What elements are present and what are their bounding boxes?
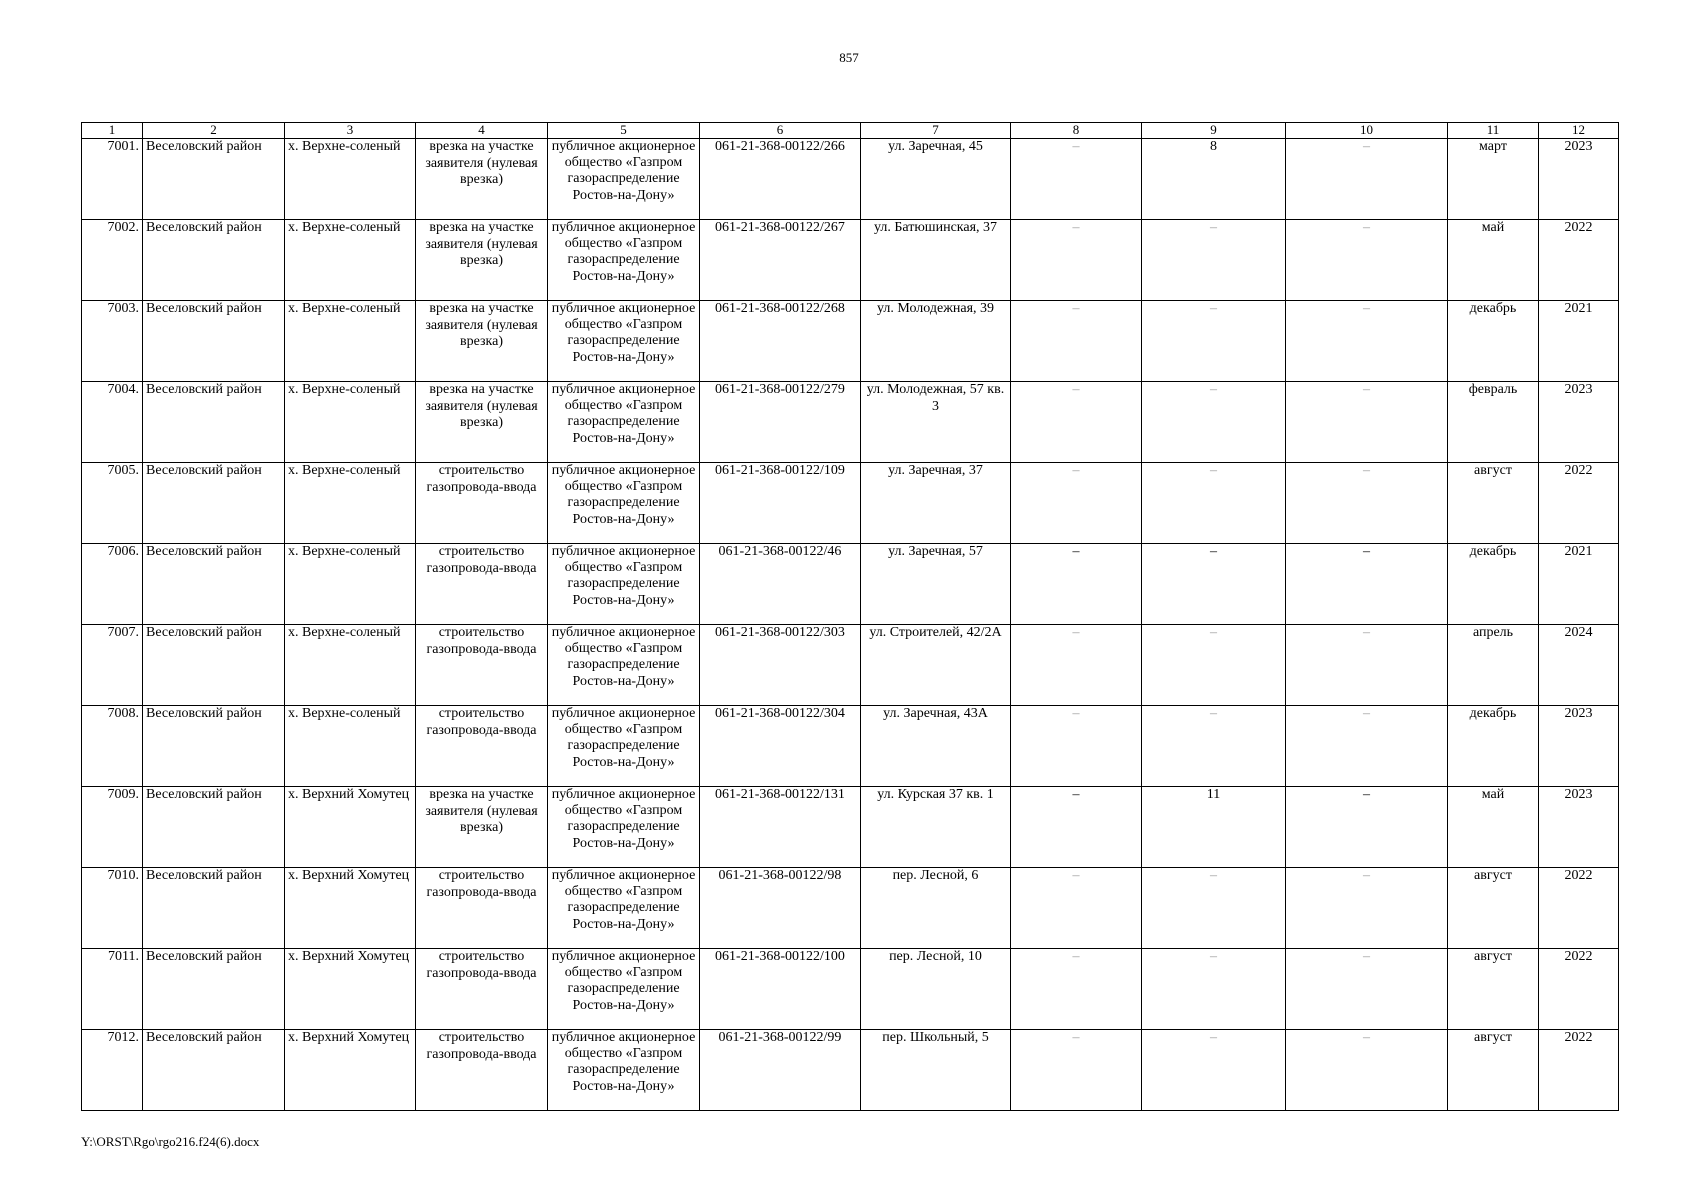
address-cell: ул. Молодежная, 57 кв. 3 <box>861 382 1011 463</box>
column-10-cell: – <box>1286 706 1448 787</box>
month-cell: май <box>1448 787 1539 868</box>
year-cell: 2024 <box>1539 625 1619 706</box>
permit-number-cell: 061-21-368-00122/100 <box>700 949 861 1030</box>
column-9-cell: – <box>1142 220 1286 301</box>
column-header: 9 <box>1142 123 1286 139</box>
year-cell: 2022 <box>1539 220 1619 301</box>
column-10-cell: – <box>1286 220 1448 301</box>
owner-cell: публичное акционерное общество «Газпром газораспределение Ростов-на-Дону» <box>548 139 700 220</box>
district-cell: Веселовский район <box>143 463 285 544</box>
column-10-cell: – <box>1286 382 1448 463</box>
owner-cell: публичное акционерное общество «Газпром газораспределение Ростов-на-Дону» <box>548 463 700 544</box>
district-cell: Веселовский район <box>143 139 285 220</box>
settlement-cell: х. Верхне-соленый <box>285 625 416 706</box>
column-header: 12 <box>1539 123 1619 139</box>
table-row <box>82 949 1619 1030</box>
district-cell: Веселовский район <box>143 949 285 1030</box>
permit-number-cell: 061-21-368-00122/279 <box>700 382 861 463</box>
page-number: 857 <box>839 50 859 65</box>
column-9-cell: – <box>1142 301 1286 382</box>
month-cell: декабрь <box>1448 544 1539 625</box>
settlement-cell: х. Верхне-соленый <box>285 301 416 382</box>
footer-file-path: Y:\ORST\Rgo\rgo216.f24(6).docx <box>81 1134 260 1149</box>
column-8-cell: – <box>1011 787 1142 868</box>
year-cell: 2021 <box>1539 544 1619 625</box>
row-number: 7011. <box>82 949 143 1030</box>
permit-number-cell: 061-21-368-00122/109 <box>700 463 861 544</box>
row-number: 7001. <box>82 139 143 220</box>
month-cell: август <box>1448 949 1539 1030</box>
row-number: 7009. <box>82 787 143 868</box>
row-number: 7002. <box>82 220 143 301</box>
owner-cell: публичное акционерное общество «Газпром газораспределение Ростов-на-Дону» <box>548 1030 700 1111</box>
settlement-cell: х. Верхний Хомутец <box>285 1030 416 1111</box>
address-cell: пер. Лесной, 6 <box>861 868 1011 949</box>
address-cell: пер. Лесной, 10 <box>861 949 1011 1030</box>
settlement-cell: х. Верхне-соленый <box>285 382 416 463</box>
work-type-cell: строительство газопровода-ввода <box>416 544 548 625</box>
column-9-cell: – <box>1142 1030 1286 1111</box>
column-9-cell: – <box>1142 868 1286 949</box>
column-header: 10 <box>1286 123 1448 139</box>
column-header: 11 <box>1448 123 1539 139</box>
column-9-cell: 11 <box>1142 787 1286 868</box>
settlement-cell: х. Верхне-соленый <box>285 706 416 787</box>
column-9-cell: – <box>1142 949 1286 1030</box>
permit-number-cell: 061-21-368-00122/268 <box>700 301 861 382</box>
table-row <box>82 1030 1619 1111</box>
month-cell: август <box>1448 463 1539 544</box>
table-row <box>82 382 1619 463</box>
work-type-cell: строительство газопровода-ввода <box>416 868 548 949</box>
settlement-cell: х. Верхний Хомутец <box>285 949 416 1030</box>
month-cell: февраль <box>1448 382 1539 463</box>
column-header: 5 <box>548 123 700 139</box>
column-header: 3 <box>285 123 416 139</box>
month-cell: апрель <box>1448 625 1539 706</box>
owner-cell: публичное акционерное общество «Газпром газораспределение Ростов-на-Дону» <box>548 544 700 625</box>
column-8-cell: – <box>1011 301 1142 382</box>
column-8-cell: – <box>1011 463 1142 544</box>
table-row <box>82 544 1619 625</box>
registry-table <box>81 122 1619 1111</box>
address-cell: ул. Молодежная, 39 <box>861 301 1011 382</box>
month-cell: декабрь <box>1448 706 1539 787</box>
permit-number-cell: 061-21-368-00122/131 <box>700 787 861 868</box>
permit-number-cell: 061-21-368-00122/99 <box>700 1030 861 1111</box>
settlement-cell: х. Верхний Хомутец <box>285 787 416 868</box>
row-number: 7004. <box>82 382 143 463</box>
year-cell: 2023 <box>1539 139 1619 220</box>
column-9-cell: 8 <box>1142 139 1286 220</box>
table-row <box>82 220 1619 301</box>
column-8-cell: – <box>1011 382 1142 463</box>
work-type-cell: врезка на участке заявителя (нулевая врезка) <box>416 787 548 868</box>
district-cell: Веселовский район <box>143 625 285 706</box>
month-cell: май <box>1448 220 1539 301</box>
month-cell: март <box>1448 139 1539 220</box>
district-cell: Веселовский район <box>143 868 285 949</box>
column-9-cell: – <box>1142 544 1286 625</box>
table-row <box>82 625 1619 706</box>
address-cell: ул. Батюшинская, 37 <box>861 220 1011 301</box>
settlement-cell: х. Верхне-соленый <box>285 139 416 220</box>
owner-cell: публичное акционерное общество «Газпром газораспределение Ростов-на-Дону» <box>548 625 700 706</box>
column-10-cell: – <box>1286 949 1448 1030</box>
column-10-cell: – <box>1286 139 1448 220</box>
column-8-cell: – <box>1011 625 1142 706</box>
column-10-cell: – <box>1286 544 1448 625</box>
owner-cell: публичное акционерное общество «Газпром газораспределение Ростов-на-Дону» <box>548 787 700 868</box>
work-type-cell: строительство газопровода-ввода <box>416 1030 548 1111</box>
column-8-cell: – <box>1011 139 1142 220</box>
settlement-cell: х. Верхне-соленый <box>285 463 416 544</box>
column-header: 4 <box>416 123 548 139</box>
column-header: 7 <box>861 123 1011 139</box>
row-number: 7007. <box>82 625 143 706</box>
owner-cell: публичное акционерное общество «Газпром газораспределение Ростов-на-Дону» <box>548 706 700 787</box>
address-cell: пер. Школьный, 5 <box>861 1030 1011 1111</box>
address-cell: ул. Заречная, 45 <box>861 139 1011 220</box>
column-8-cell: – <box>1011 949 1142 1030</box>
owner-cell: публичное акционерное общество «Газпром газораспределение Ростов-на-Дону» <box>548 382 700 463</box>
table-row <box>82 868 1619 949</box>
permit-number-cell: 061-21-368-00122/267 <box>700 220 861 301</box>
permit-number-cell: 061-21-368-00122/304 <box>700 706 861 787</box>
column-header: 2 <box>143 123 285 139</box>
address-cell: ул. Заречная, 43А <box>861 706 1011 787</box>
permit-number-cell: 061-21-368-00122/98 <box>700 868 861 949</box>
column-9-cell: – <box>1142 706 1286 787</box>
column-9-cell: – <box>1142 463 1286 544</box>
address-cell: ул. Заречная, 37 <box>861 463 1011 544</box>
row-number: 7005. <box>82 463 143 544</box>
column-9-cell: – <box>1142 625 1286 706</box>
column-9-cell: – <box>1142 382 1286 463</box>
table-row <box>82 463 1619 544</box>
column-header: 8 <box>1011 123 1142 139</box>
year-cell: 2022 <box>1539 463 1619 544</box>
owner-cell: публичное акционерное общество «Газпром газораспределение Ростов-на-Дону» <box>548 868 700 949</box>
work-type-cell: строительство газопровода-ввода <box>416 706 548 787</box>
year-cell: 2022 <box>1539 949 1619 1030</box>
column-8-cell: – <box>1011 706 1142 787</box>
district-cell: Веселовский район <box>143 706 285 787</box>
column-8-cell: – <box>1011 1030 1142 1111</box>
month-cell: август <box>1448 1030 1539 1111</box>
year-cell: 2023 <box>1539 382 1619 463</box>
district-cell: Веселовский район <box>143 382 285 463</box>
permit-number-cell: 061-21-368-00122/266 <box>700 139 861 220</box>
work-type-cell: строительство газопровода-ввода <box>416 625 548 706</box>
permit-number-cell: 061-21-368-00122/303 <box>700 625 861 706</box>
header-row <box>82 123 1619 139</box>
owner-cell: публичное акционерное общество «Газпром газораспределение Ростов-на-Дону» <box>548 949 700 1030</box>
column-10-cell: – <box>1286 787 1448 868</box>
column-10-cell: – <box>1286 301 1448 382</box>
work-type-cell: врезка на участке заявителя (нулевая врезка) <box>416 220 548 301</box>
column-8-cell: – <box>1011 868 1142 949</box>
row-number: 7012. <box>82 1030 143 1111</box>
settlement-cell: х. Верхне-соленый <box>285 544 416 625</box>
column-10-cell: – <box>1286 463 1448 544</box>
owner-cell: публичное акционерное общество «Газпром газораспределение Ростов-на-Дону» <box>548 301 700 382</box>
year-cell: 2021 <box>1539 301 1619 382</box>
owner-cell: публичное акционерное общество «Газпром газораспределение Ростов-на-Дону» <box>548 220 700 301</box>
row-number: 7003. <box>82 301 143 382</box>
work-type-cell: врезка на участке заявителя (нулевая врезка) <box>416 382 548 463</box>
permit-number-cell: 061-21-368-00122/46 <box>700 544 861 625</box>
year-cell: 2022 <box>1539 868 1619 949</box>
row-number: 7008. <box>82 706 143 787</box>
table-row <box>82 787 1619 868</box>
settlement-cell: х. Верхний Хомутец <box>285 868 416 949</box>
district-cell: Веселовский район <box>143 220 285 301</box>
address-cell: ул. Заречная, 57 <box>861 544 1011 625</box>
column-header: 1 <box>82 123 143 139</box>
month-cell: август <box>1448 868 1539 949</box>
table-row <box>82 139 1619 220</box>
column-10-cell: – <box>1286 625 1448 706</box>
work-type-cell: строительство газопровода-ввода <box>416 463 548 544</box>
district-cell: Веселовский район <box>143 1030 285 1111</box>
work-type-cell: врезка на участке заявителя (нулевая врезка) <box>416 301 548 382</box>
address-cell: ул. Курская 37 кв. 1 <box>861 787 1011 868</box>
table-row <box>82 301 1619 382</box>
district-cell: Веселовский район <box>143 301 285 382</box>
column-header: 6 <box>700 123 861 139</box>
year-cell: 2022 <box>1539 1030 1619 1111</box>
year-cell: 2023 <box>1539 787 1619 868</box>
row-number: 7006. <box>82 544 143 625</box>
work-type-cell: строительство газопровода-ввода <box>416 949 548 1030</box>
year-cell: 2023 <box>1539 706 1619 787</box>
month-cell: декабрь <box>1448 301 1539 382</box>
work-type-cell: врезка на участке заявителя (нулевая врезка) <box>416 139 548 220</box>
column-10-cell: – <box>1286 868 1448 949</box>
address-cell: ул. Строителей, 42/2А <box>861 625 1011 706</box>
district-cell: Веселовский район <box>143 544 285 625</box>
table-row <box>82 706 1619 787</box>
row-number: 7010. <box>82 868 143 949</box>
column-10-cell: – <box>1286 1030 1448 1111</box>
column-8-cell: – <box>1011 544 1142 625</box>
column-8-cell: – <box>1011 220 1142 301</box>
district-cell: Веселовский район <box>143 787 285 868</box>
settlement-cell: х. Верхне-соленый <box>285 220 416 301</box>
